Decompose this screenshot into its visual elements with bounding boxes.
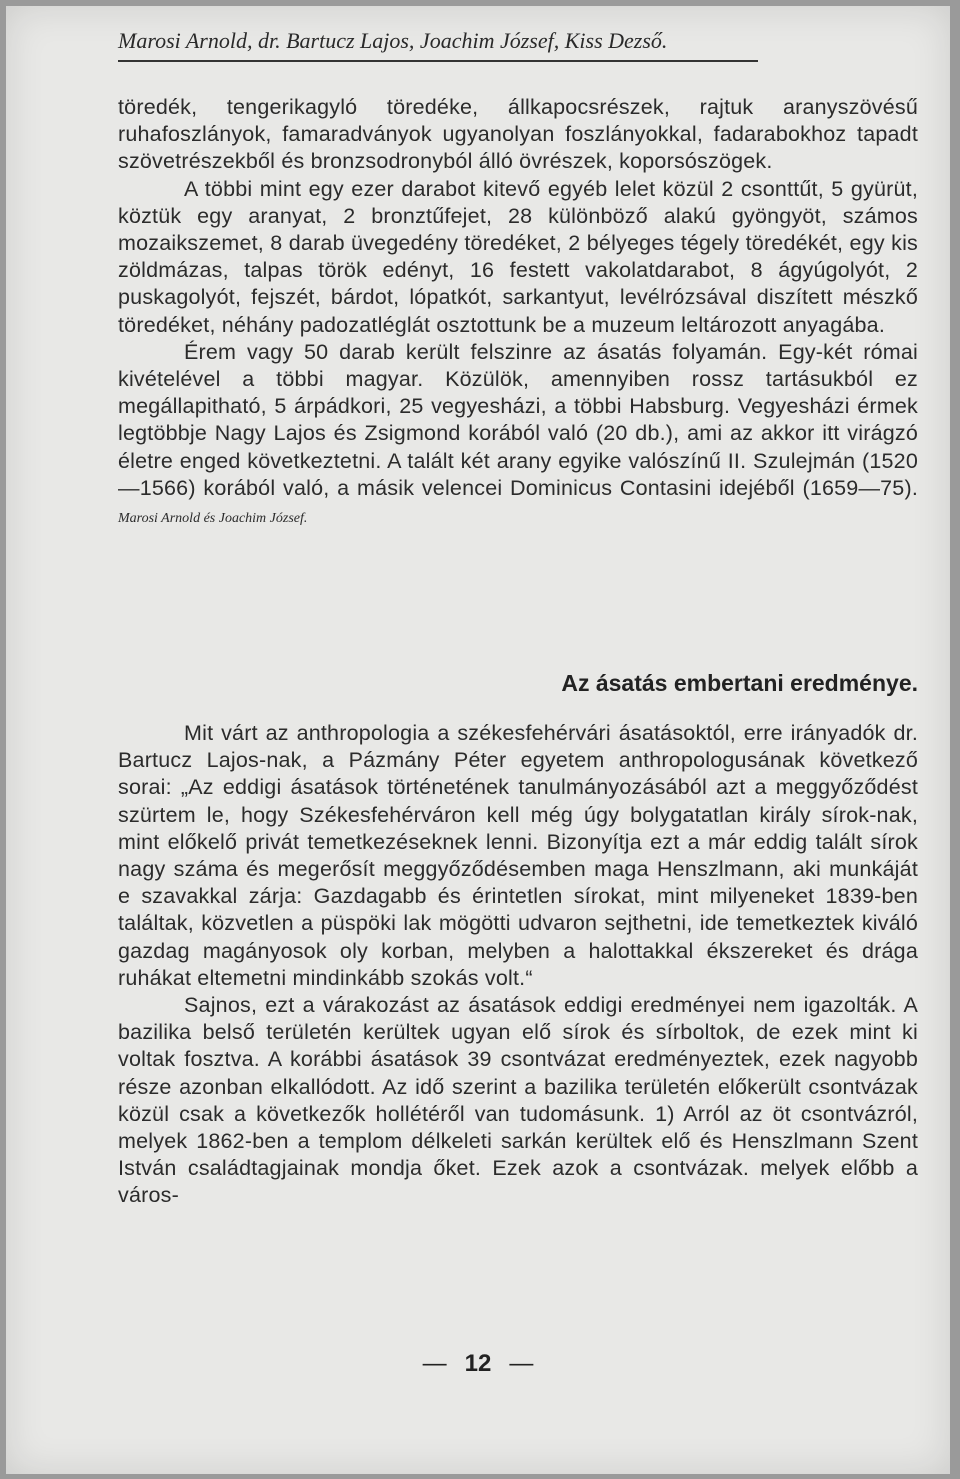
page-number-value: 12	[464, 1350, 492, 1377]
paragraph-text: Érem vagy 50 darab került felszinre az ásatás folyamán. Egy-két római kivételével a többi magyar. Közülök, amennyiben rossz tartásukból ez megállapitható, 5 árpádkori, 25 vegyesházi, a többi Habsburg. Vegyesházi érmek legtöbbje Nagy Lajos és Zsigmond korából való (20 db.), ami az akkor itt virágzó életre enged következtetni. A talált két arany egyike valószínű II. Szulejmán (1520—1566) korából való, a másik velencei Dominicus Contasini idejéből (1659—75).	[118, 339, 918, 500]
page-dash-left: —	[422, 1350, 447, 1377]
text-block-1	[118, 94, 918, 532]
paragraph: A többi mint egy ezer darabot kitevő egyéb lelet közül 2 csonttűt, 5 gyürüt, köztük egy aranyat, 2 bronztűfejet, 28 különböző alakú gyöngyöt, számos mozaikszemet, 8 darab üvegedény töredéket, 2 bélyeges tégely töredékét, egy kis zöldmázas, talpas török edényt, 16 festett vakolatdarabot, 8 ágyúgolyót, 2 puskagolyót, fejszét, bárdot, lópatkót, sarkantyut, levélrózsával diszített mészkő töredéket, néhány padozatléglát osztottunk be a muzeum leltározott anyagába.	[118, 176, 918, 337]
text-block-2	[118, 720, 918, 1210]
page-dash-right: —	[509, 1350, 534, 1377]
page-number	[6, 1350, 950, 1378]
paragraph	[118, 339, 918, 532]
header-rule	[118, 60, 758, 62]
signature: Marosi Arnold és Joachim József.	[118, 511, 308, 527]
document-page	[6, 6, 950, 1474]
paragraph: Mit várt az anthropologia a székesfehérvári ásatásoktól, erre irányadók dr. Bartucz Lajos-nak, a Pázmány Péter egyetem anthropologusának következő sorai: „Az eddigi ásatások történetének tanulmányozásából azt a meggyőződést szürtem le, hogy Székesfehérváron kell még úgy bolygatatlan király sírok-nak, mint előkelő privát temetkezéseknek lenni. Bizonyítja ezt a már eddig talált sírok nagy száma és megerősít meggyőződésemben maga Henszlmann, aki munkáját e szavakkal zárja: Gazdagabb és érintetlen sírokat, mint milyeneket 1839-ben találtak, közvetlen a püspöki lak mögötti udvaron sejthetni, ide temetkeztek kiváló gazdag magányosok oly korban, melyben a halottakkal ékszereket és drága ruhákat eltemetni mindinkább szokás volt.“	[118, 721, 918, 990]
paragraph: Sajnos, ezt a várakozást az ásatások eddigi eredményei nem igazolták. A bazilika belső területén kerültek ugyan elő sírok és sírboltok, de ezek mint ki voltak fosztva. A korábbi ásatások 39 csontvázat eredményeztek, ezek nagyobb része azonban elkallódott. Az idő szerint a bazilika területén előkerült csontvázak közül csak a következők hollétéről van tudomásunk. 1) Arról az öt csontvázról, melyek 1862-ben a templom délkeleti sarkán kerültek elő és Henszlmann Szent István családtagjainak mondja őket. Ezek azok a csontvázak. melyek előbb a város-	[118, 993, 918, 1208]
paragraph: töredék, tengerikagyló töredéke, állkapocsrészek, rajtuk aranyszövésű ruhafoszlányok, famaradványok ugyanolyan foszlányokkal, fadarabokhoz tapadt szövetrészekből és bronzsodronyból álló övrészek, koporsószögek.	[118, 95, 918, 174]
running-header: Marosi Arnold, dr. Bartucz Lajos, Joachim József, Kiss Dezső.	[118, 28, 668, 53]
section-title: Az ásatás embertani eredménye.	[561, 670, 918, 696]
